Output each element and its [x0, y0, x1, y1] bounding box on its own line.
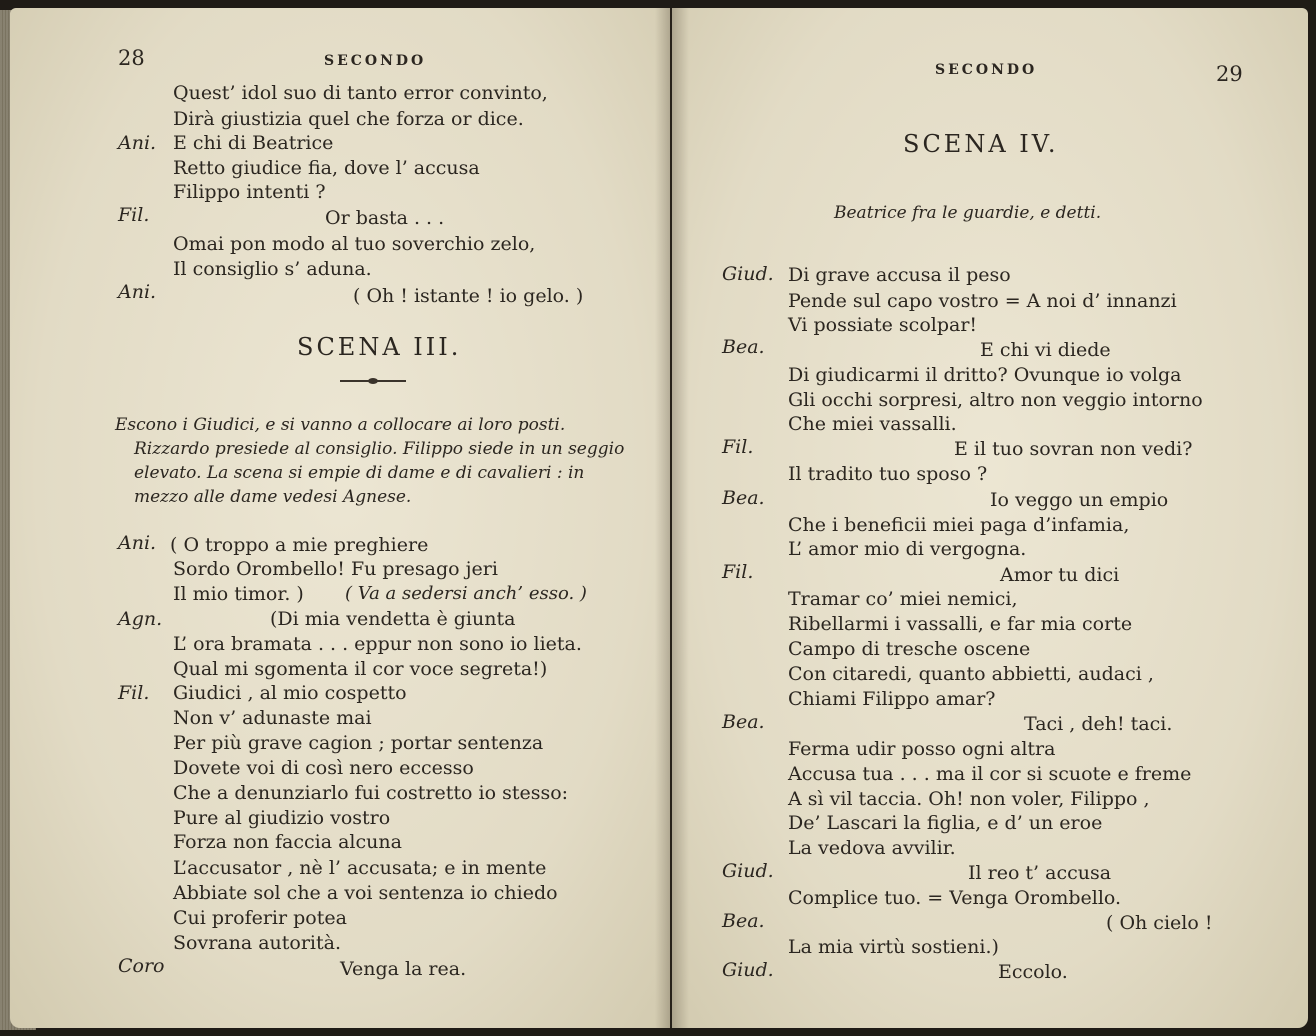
verse-line: Di grave accusa il peso	[788, 264, 1011, 286]
verse-line: Quest’ idol suo di tanto error convinto,	[173, 82, 548, 104]
verse-line: Cui proferir potea	[173, 907, 347, 929]
verse-line: Forza non faccia alcuna	[173, 831, 402, 853]
verse-line: Or basta . . .	[325, 207, 445, 229]
right-page	[672, 8, 1308, 1028]
verse-line: Per più grave cagion ; portar sentenza	[173, 732, 544, 754]
left-page	[10, 8, 670, 1028]
scene-title: SCENA IV.	[903, 130, 1059, 158]
verse-line: Ferma udir posso ogni altra	[788, 738, 1056, 760]
verse-line: E il tuo sovran non vedi?	[954, 438, 1193, 460]
speaker-label: Fil.	[722, 436, 754, 458]
speaker-label: Bea.	[722, 910, 765, 932]
verse-line: Non v’ adunaste mai	[173, 707, 372, 729]
speaker-label: Bea.	[722, 487, 765, 509]
page-number: 29	[1216, 62, 1243, 86]
verse-line: Sordo Orombello! Fu presago jeri	[173, 558, 498, 580]
verse-line: Filippo intenti ?	[173, 181, 326, 203]
verse-line: Chiami Filippo amar?	[788, 688, 996, 710]
verse-line: Gli occhi sorpresi, altro non veggio intorno	[788, 389, 1203, 411]
verse-line: Il mio timor. )	[173, 583, 304, 605]
scene-title: SCENA III.	[297, 333, 462, 361]
speaker-label: Coro	[118, 955, 165, 977]
verse-line: Tramar co’ miei nemici,	[788, 588, 1018, 610]
speaker-label: Fil.	[118, 204, 150, 226]
speaker-label: Giud.	[722, 959, 774, 981]
stage-direction: Rizzardo presiede al consiglio. Filippo siede in un seggio	[134, 439, 625, 459]
verse-line: ( Oh cielo !	[1106, 912, 1213, 934]
verse-line: Che i beneficii miei paga d’infamia,	[788, 514, 1130, 536]
verse-line: Qual mi sgomenta il cor voce segreta!)	[173, 658, 548, 680]
verse-line: E chi vi diede	[980, 339, 1111, 361]
verse-line: (Di mia vendetta è giunta	[270, 608, 516, 630]
verse-line: Io veggo un empio	[990, 489, 1169, 511]
speaker-label: Ani.	[118, 132, 157, 154]
speaker-label: Bea.	[722, 711, 765, 733]
verse-line: Sovrana autorità.	[173, 932, 342, 954]
stage-direction: elevato. La scena si empie di dame e di cavalieri : in	[134, 463, 585, 483]
stage-direction: mezzo alle dame vedesi Agnese.	[134, 487, 412, 507]
verse-line: Ribellarmi i vassalli, e far mia corte	[788, 613, 1133, 635]
verse-line: A sì vil taccia. Oh! non voler, Filippo ,	[788, 788, 1150, 810]
verse-line: Dovete voi di così nero eccesso	[173, 757, 474, 779]
verse-line: Con citaredi, quanto abbietti, audaci ,	[788, 663, 1154, 685]
stage-direction: Escono i Giudici, e si vanno a collocare ai loro posti.	[115, 415, 566, 435]
verse-line: E chi di Beatrice	[173, 132, 334, 154]
verse-line: ( Oh ! istante ! io gelo. )	[353, 285, 584, 307]
page-number: 28	[118, 46, 145, 70]
verse-line: Abbiate sol che a voi sentenza io chiedo	[173, 882, 558, 904]
verse-line: L’accusator , nè l’ accusata; e in mente	[173, 857, 547, 879]
verse-line: La mia virtù sostieni.)	[788, 936, 999, 958]
verse-line: Dirà giustizia quel che forza or dice.	[173, 108, 524, 130]
verse-line: Che a denunziarlo fui costretto io stesso:	[173, 782, 569, 804]
verse-line: Eccolo.	[998, 961, 1068, 983]
verse-line: De’ Lascari la figlia, e d’ un eroe	[788, 812, 1103, 834]
verse-line: L’ ora bramata . . . eppur non sono io lieta.	[173, 633, 582, 655]
stage-aside: ( Va a sedersi anch’ esso. )	[345, 583, 587, 604]
verse-line: Il consiglio s’ aduna.	[173, 258, 372, 280]
speaker-label: Giud.	[722, 263, 774, 285]
verse-line: Il reo t’ accusa	[968, 862, 1112, 884]
verse-line: Complice tuo. = Venga Orombello.	[788, 887, 1122, 909]
verse-line: Campo di tresche oscene	[788, 638, 1031, 660]
speaker-label: Fil.	[722, 561, 754, 583]
running-head: SECONDO	[324, 53, 427, 69]
verse-line: La vedova avvilir.	[788, 837, 956, 859]
speaker-label: Ani.	[118, 281, 157, 303]
verse-line: Venga la rea.	[340, 958, 467, 980]
verse-line: Giudici , al mio cospetto	[173, 682, 407, 704]
running-head: SECONDO	[935, 62, 1038, 78]
verse-line: Taci , deh! taci.	[1024, 713, 1173, 735]
speaker-label: Giud.	[722, 860, 774, 882]
speaker-label: Bea.	[722, 336, 765, 358]
speaker-label: Agn.	[118, 608, 163, 630]
speaker-label: Fil.	[118, 682, 150, 704]
verse-line: Omai pon modo al tuo soverchio zelo,	[173, 233, 536, 255]
verse-line: Retto giudice fia, dove l’ accusa	[173, 157, 480, 179]
verse-line: Che miei vassalli.	[788, 413, 957, 435]
verse-line: Pure al giudizio vostro	[173, 807, 391, 829]
verse-line: Accusa tua . . . ma il cor si scuote e freme	[788, 763, 1192, 785]
verse-line: Il tradito tuo sposo ?	[788, 463, 988, 485]
verse-line: L’ amor mio di vergogna.	[788, 538, 1027, 560]
verse-line: Amor tu dici	[1000, 564, 1120, 586]
stage-direction: Beatrice fra le guardie, e detti.	[834, 203, 1102, 223]
verse-line: Vi possiate scolpar!	[788, 314, 978, 336]
verse-line: Di giudicarmi il dritto? Ovunque io volga	[788, 364, 1182, 386]
ornament-dot	[368, 378, 378, 384]
book-gutter	[655, 8, 689, 1028]
speaker-label: Ani.	[118, 532, 157, 554]
verse-line: ( O troppo a mie preghiere	[170, 534, 429, 556]
verse-line: Pende sul capo vostro = A noi d’ innanzi	[788, 290, 1177, 312]
